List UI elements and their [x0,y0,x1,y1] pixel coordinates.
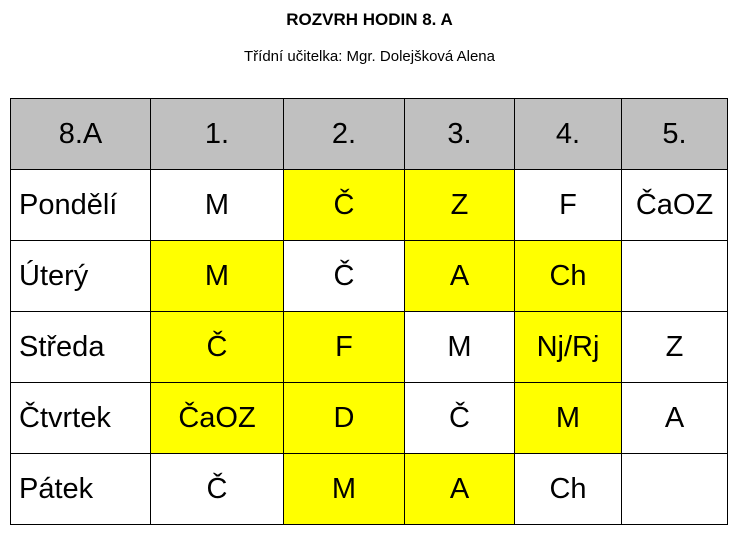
lesson-cell: M [151,170,284,241]
header-period-4: 4. [515,99,622,170]
lesson-cell: ČaOZ [622,170,728,241]
table-row [11,454,728,525]
lesson-cell: A [405,454,515,525]
lesson-cell: M [515,383,622,454]
page-title: ROZVRH HODIN 8. A [286,10,453,29]
table-row [11,241,728,312]
lesson-cell: F [515,170,622,241]
day-label: Středa [11,312,151,383]
table-row [11,312,728,383]
lesson-cell: Č [284,170,405,241]
lesson-cell [622,454,728,525]
header-period-2: 2. [284,99,405,170]
table-row [11,170,728,241]
lesson-cell: M [405,312,515,383]
lesson-cell: A [622,383,728,454]
lesson-cell [622,241,728,312]
lesson-cell: M [151,241,284,312]
lesson-cell: Z [405,170,515,241]
header-class: 8.A [11,99,151,170]
table-row [11,383,728,454]
class-teacher: Třídní učitelka: Mgr. Dolejšková Alena [244,48,495,65]
day-label: Pondělí [11,170,151,241]
header-period-5: 5. [622,99,728,170]
lesson-cell: Č [284,241,405,312]
lesson-cell: F [284,312,405,383]
timetable [10,98,728,525]
lesson-cell: A [405,241,515,312]
day-label: Čtvrtek [11,383,151,454]
lesson-cell: Č [151,312,284,383]
day-label: Úterý [11,241,151,312]
header-period-1: 1. [151,99,284,170]
day-label: Pátek [11,454,151,525]
lesson-cell: Č [405,383,515,454]
lesson-cell: ČaOZ [151,383,284,454]
lesson-cell: Č [151,454,284,525]
lesson-cell: Ch [515,454,622,525]
timetable-header-row [11,99,728,170]
lesson-cell: M [284,454,405,525]
lesson-cell: Z [622,312,728,383]
lesson-cell: D [284,383,405,454]
lesson-cell: Ch [515,241,622,312]
header-period-3: 3. [405,99,515,170]
lesson-cell: Nj/Rj [515,312,622,383]
